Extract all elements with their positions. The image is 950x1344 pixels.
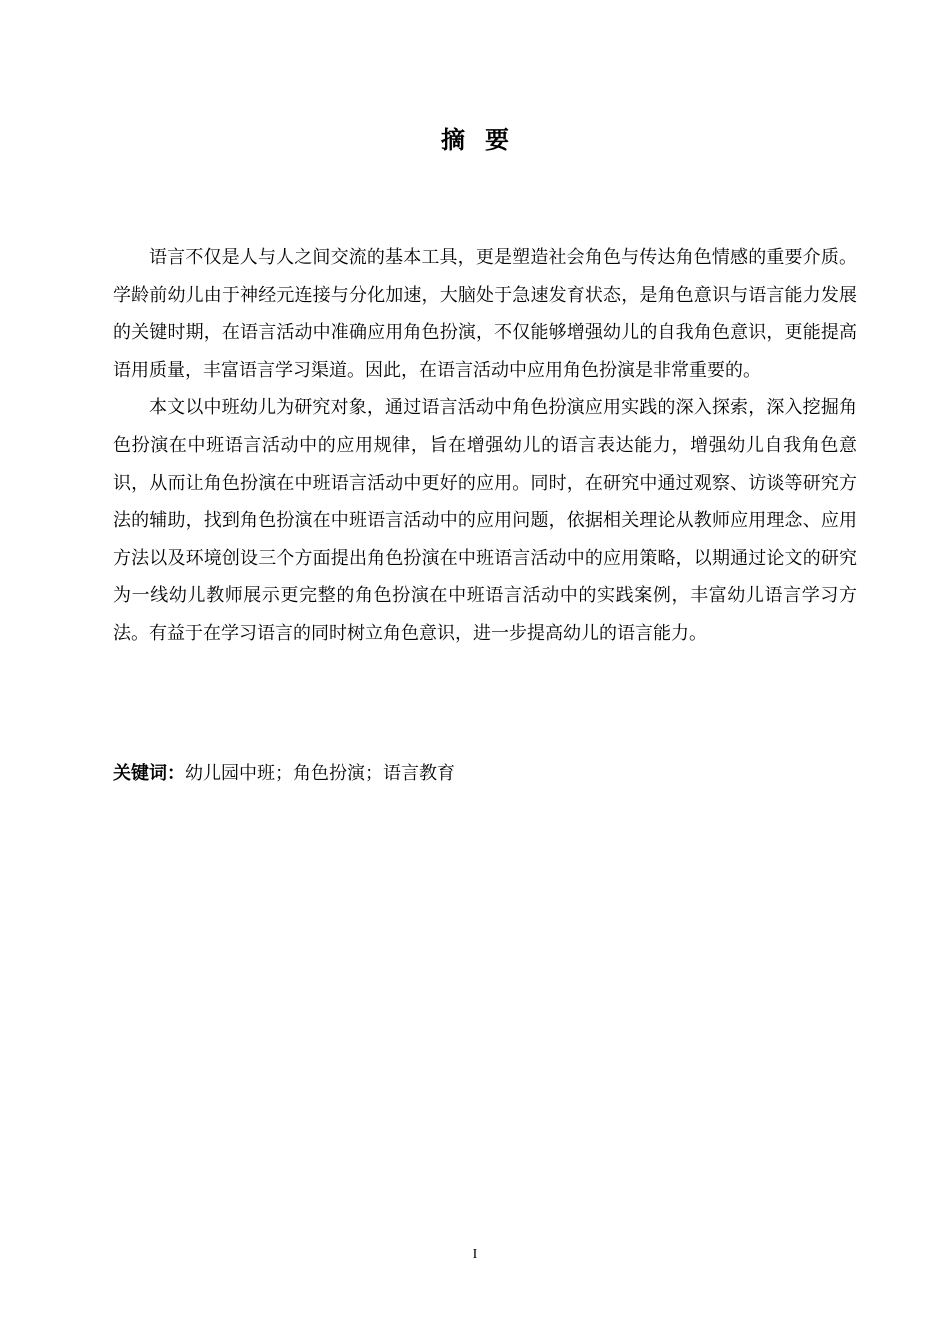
keywords-line xyxy=(113,759,857,789)
abstract-paragraph-2: 本文以中班幼儿为研究对象，通过语言活动中角色扮演应用实践的深入探索，深入挖掘角色扮演在中班语言活动中的应用规律，旨在增强幼儿的语言表达能力，增强幼儿自我角色意识，从而让角色扮演在中班语言活动中更好的应用。同时，在研究中通过观察、访谈等研究方法的辅助，找到角色扮演在中班语言活动中的应用问题，依据相关理论从教师应用理念、应用方法以及环境创设三个方面提出角色扮演在中班语言活动中的应用策略，以期通过论文的研究为一线幼儿教师展示更完整的角色扮演在中班语言活动中的实践案例，丰富幼儿语言学习方法。有益于在学习语言的同时树立角色意识，进一步提高幼儿的语言能力。 xyxy=(113,397,857,644)
abstract-paragraph-1: 语言不仅是人与人之间交流的基本工具，更是塑造社会角色与传达角色情感的重要介质。学龄前幼儿由于神经元连接与分化加速，大脑处于急速发育状态，是角色意识与语言能力发展的关键时期，在语言活动中准确应用角色扮演，不仅能够增强幼儿的自我角色意识，更能提高语用质量，丰富语言学习渠道。因此，在语言活动中应用角色扮演是非常重要的。 xyxy=(113,247,857,381)
abstract-title xyxy=(0,124,950,156)
abstract-title-char-2: 要 xyxy=(485,126,509,154)
page-number: I xyxy=(472,1247,478,1262)
abstract-body xyxy=(113,239,857,653)
keywords-label: 关键词： xyxy=(113,763,185,784)
abstract-title-char-1: 摘 xyxy=(441,126,465,154)
keywords-value: 幼儿园中班；角色扮演；语言教育 xyxy=(185,763,455,784)
